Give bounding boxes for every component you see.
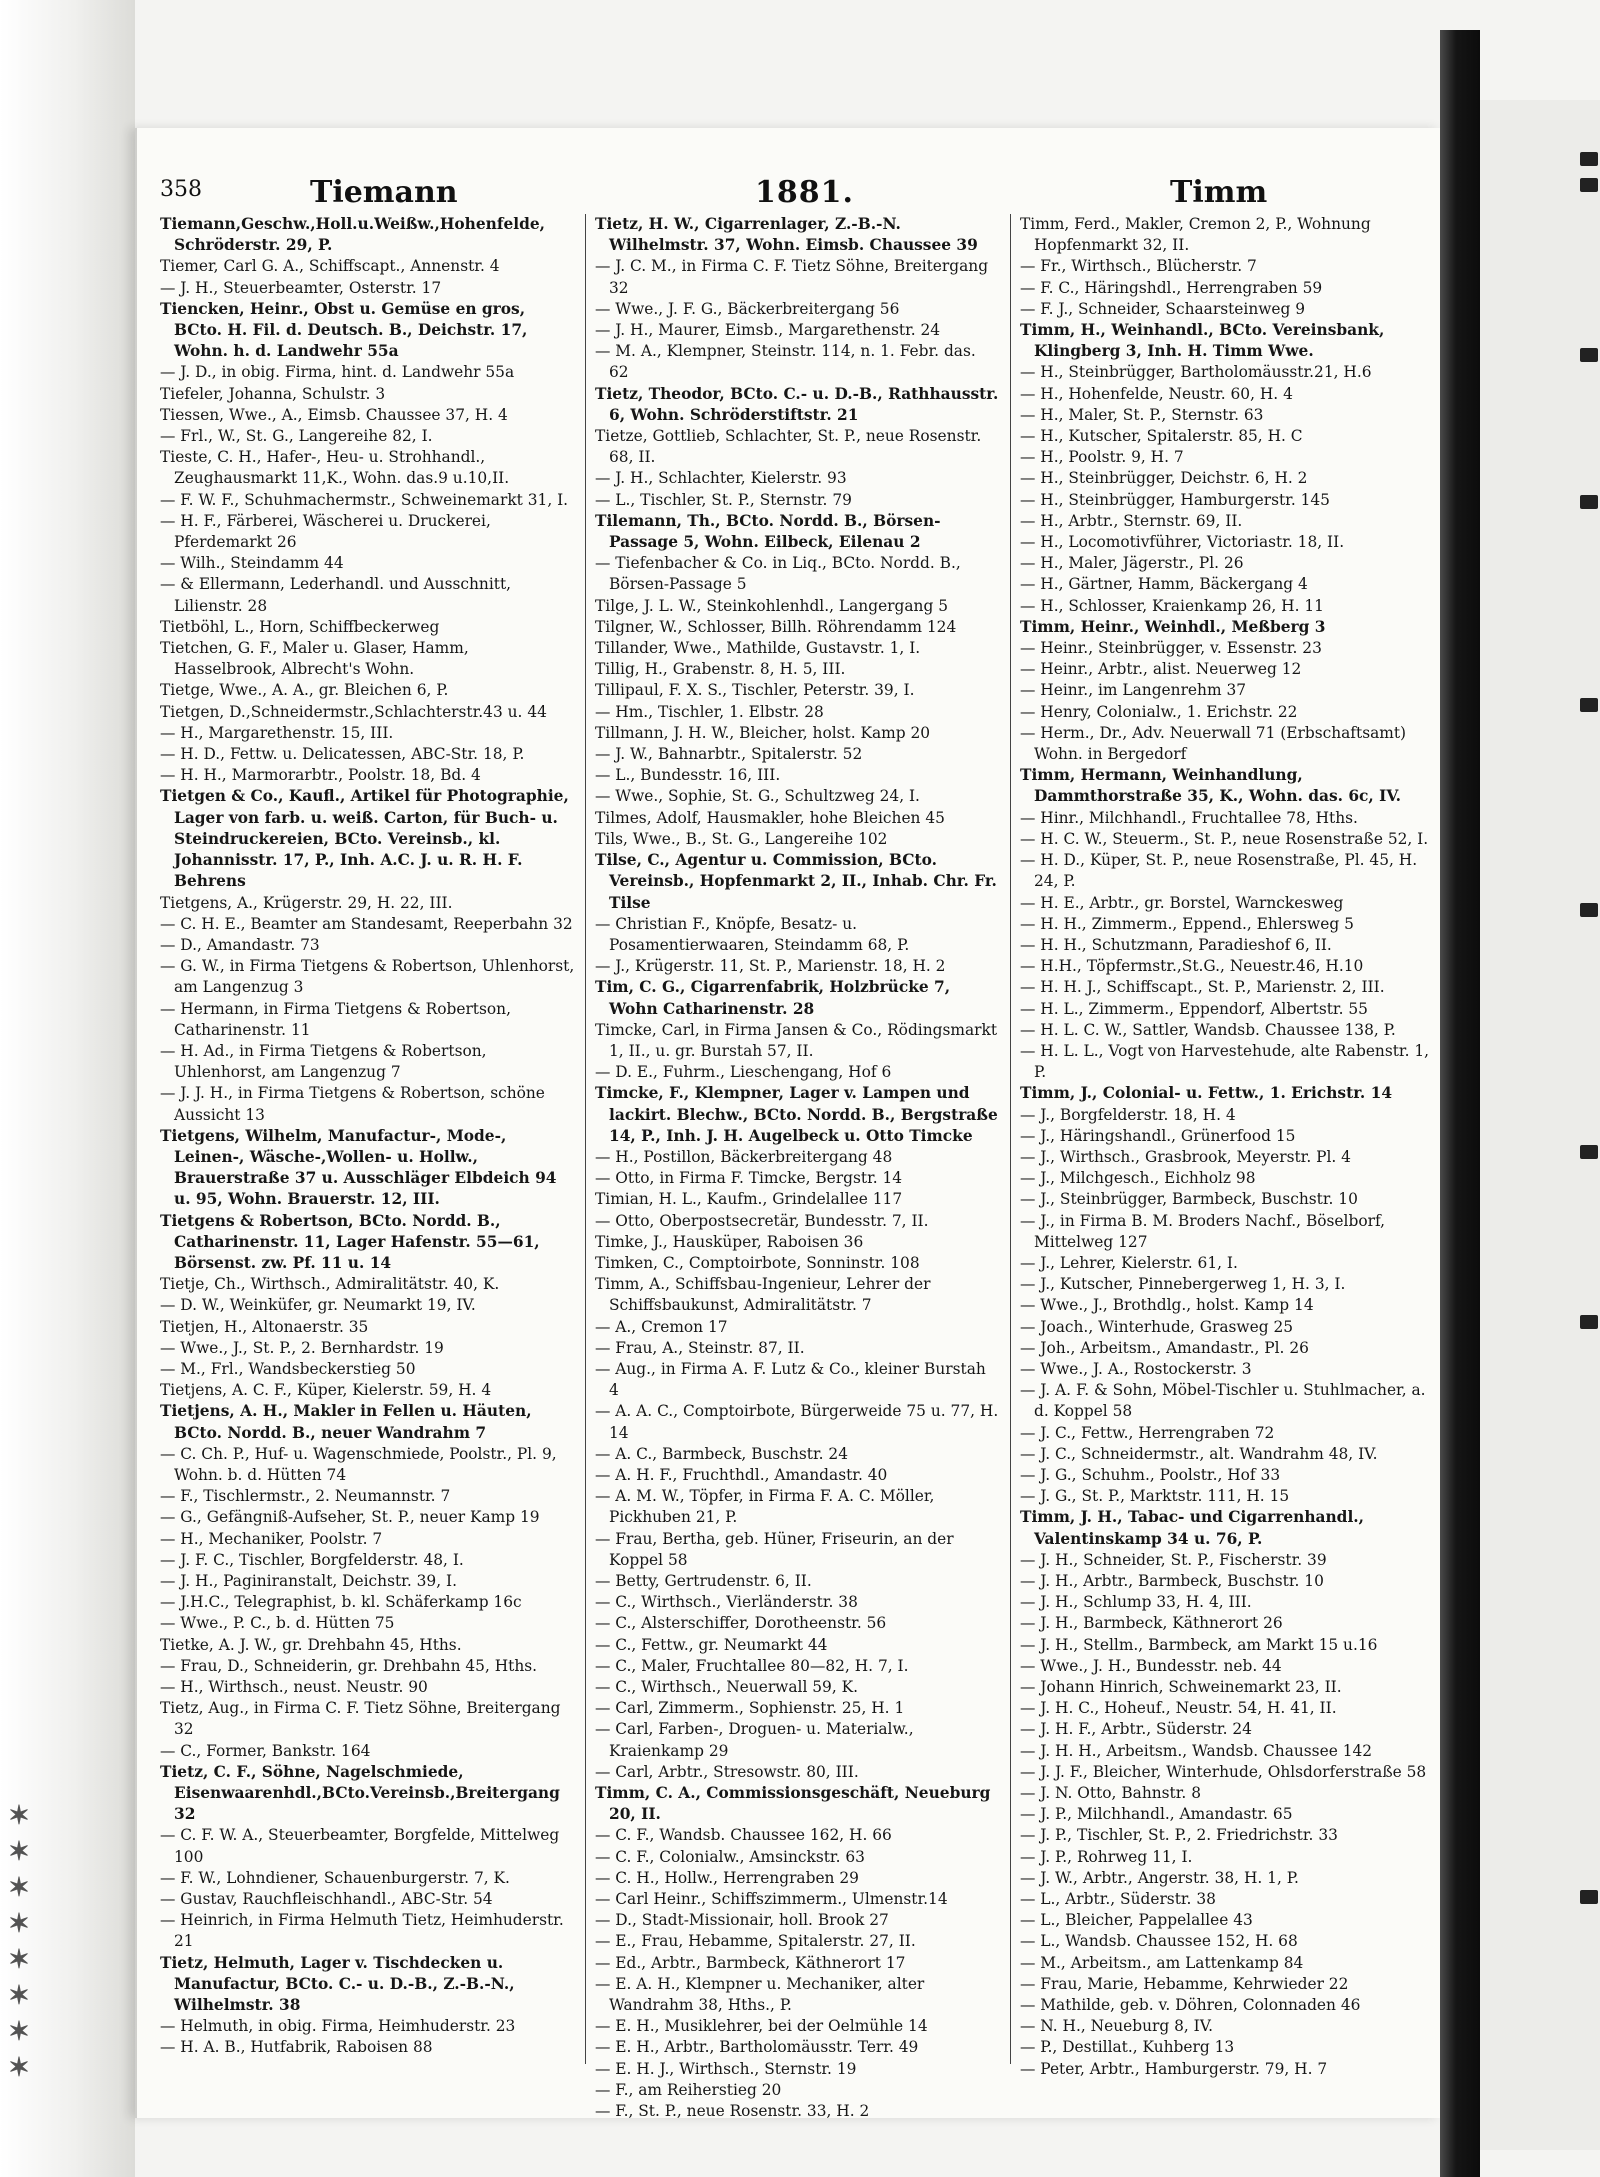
spine-decoration: ✶✶✶✶✶✶✶✶ (4, 1792, 34, 2080)
directory-entry: — Otto, Oberpostsecretär, Bundesstr. 7, II. (595, 1211, 929, 1230)
directory-column-1 (160, 214, 575, 2064)
directory-entry: — J. C., Fettw., Herrengraben 72 (1020, 1423, 1275, 1442)
book-gutter (1440, 30, 1480, 2177)
directory-entry: — H., Steinbrügger, Bartholomäusstr.21, H.6 (1020, 363, 1372, 382)
directory-entry: — E. H., Arbtr., Bartholomäusstr. Terr. 49 (595, 2038, 919, 2057)
directory-entry: — F. J., Schneider, Schaarsteinweg 9 (1020, 299, 1306, 318)
directory-entry: Tiencken, Heinr., Obst u. Gemüse en gros, BCto. H. Fil. d. Deutsch. B., Deichstr. 17, Wohn. h. d. Landwehr 55a (160, 299, 528, 361)
directory-entry: Timm, J. H., Tabac- und Cigarrenhandl., Valentinskamp 34 u. 76, P. (1020, 1508, 1365, 1548)
directory-entry: — Johann Hinrich, Schweinemarkt 23, II. (1020, 1678, 1342, 1697)
left-keyword: Tiemann (310, 175, 458, 210)
facing-page-glyph (1580, 495, 1598, 509)
directory-entry: — H. H. J., Schiffscapt., St. P., Marienstr. 2, III. (1020, 978, 1385, 997)
directory-entry: Tillander, Wwe., Mathilde, Gustavstr. 1, I. (595, 639, 921, 658)
directory-entry: — Wwe., J., St. P., 2. Bernhardstr. 19 (160, 1338, 444, 1357)
directory-entry: — Gustav, Rauchfleischhandl., ABC-Str. 54 (160, 1890, 493, 1909)
directory-entry: — J. D., in obig. Firma, hint. d. Landwehr 55a (160, 363, 515, 382)
directory-entry: — L., Tischler, St. P., Sternstr. 79 (595, 490, 852, 509)
directory-entry: Tiessen, Wwe., A., Eimsb. Chaussee 37, H. 4 (160, 405, 508, 424)
directory-entry: Tieste, C. H., Hafer-, Heu- u. Strohhandl., Zeughausmarkt 11,K., Wohn. das.9 u.10,II. (160, 448, 510, 488)
directory-entry: — Carl Heinr., Schiffszimmerm., Ulmenstr.14 (595, 1890, 948, 1909)
directory-entry: — J., Steinbrügger, Barmbeck, Buschstr. 10 (1020, 1190, 1358, 1209)
next-page-edge (1480, 100, 1600, 2150)
directory-entry: — J. G., Schuhm., Poolstr., Hof 33 (1020, 1465, 1281, 1484)
directory-entry: — A., Cremon 17 (595, 1317, 728, 1336)
directory-entry: — H. F., Färberei, Wäscherei u. Druckerei, Pferdemarkt 26 (160, 511, 491, 552)
directory-entry: — C., Wirthsch., Neuerwall 59, K. (595, 1678, 859, 1697)
directory-entry: Tiefeler, Johanna, Schulstr. 3 (160, 384, 386, 403)
directory-entry: Timian, H. L., Kaufm., Grindelallee 117 (595, 1190, 903, 1209)
directory-entry: Tietgens, Wilhelm, Manufactur-, Mode-, Leinen-, Wäsche-,Wollen- u. Hollw., Brauerstraße 37 u. Ausschläger Elbdeich 94 u. 95, Wohn. Brauerstr. 12, III. (160, 1126, 557, 1209)
column-divider (585, 214, 586, 2064)
facing-page-glyph (1580, 1315, 1598, 1329)
directory-entry: — Wwe., Sophie, St. G., Schultzweg 24, I. (595, 787, 920, 806)
facing-page-glyph (1580, 1145, 1598, 1159)
directory-entry: — Aug., in Firma A. F. Lutz & Co., kleiner Burstah 4 (595, 1359, 986, 1400)
directory-entry: — Frau, D., Schneiderin, gr. Drehbahn 45, Hths. (160, 1656, 538, 1675)
directory-entry: — J., Borgfelderstr. 18, H. 4 (1020, 1105, 1236, 1124)
directory-entry: — Heinr., Steinbrügger, v. Essenstr. 23 (1020, 639, 1322, 658)
directory-entry: — H., Postillon, Bäckerbreitergang 48 (595, 1147, 893, 1166)
directory-entry: — Wwe., J. F. G., Bäckerbreitergang 56 (595, 299, 900, 318)
directory-entry: Tietz, C. F., Söhne, Nagelschmiede, Eisenwaarenhdl.,BCto.Vereinsb.,Breitergang 32 (160, 1762, 560, 1824)
directory-entry: Tietgen, D.,Schneidermstr.,Schlachterstr.43 u. 44 (160, 702, 547, 721)
directory-entry: — A. A. C., Comptoirbote, Bürgerweide 75 u. 77, H. 14 (595, 1402, 999, 1442)
directory-entry: — Frau, Bertha, geb. Hüner, Friseurin, an der Koppel 58 (595, 1529, 954, 1569)
directory-entry: Tietge, Wwe., A. A., gr. Bleichen 6, P. (160, 681, 449, 700)
directory-entry: — H., Hohenfelde, Neustr. 60, H. 4 (1020, 384, 1293, 403)
directory-entry: Tilmes, Adolf, Hausmakler, hohe Bleichen 45 (595, 808, 945, 827)
directory-entry: Timm, A., Schiffsbau-Ingenieur, Lehrer der Schiffsbaukunst, Admiralitätstr. 7 (595, 1275, 931, 1315)
directory-entry: — H. D., Küper, St. P., neue Rosenstraße, Pl. 45, H. 24, P. (1020, 851, 1418, 891)
directory-entry: — J. P., Tischler, St. P., 2. Friedrichstr. 33 (1020, 1826, 1338, 1845)
directory-entry: Timm, C. A., Commissionsgeschäft, Neueburg 20, II. (595, 1784, 991, 1824)
facing-page-glyph (1580, 1890, 1598, 1904)
directory-entry: — Carl, Zimmerm., Sophienstr. 25, H. 1 (595, 1699, 905, 1718)
directory-entry: — H., Maler, Jägerstr., Pl. 26 (1020, 554, 1244, 573)
directory-entry: Tietje, Ch., Wirthsch., Admiralitätstr. 40, K. (160, 1275, 500, 1294)
directory-entry: — C., Maler, Fruchtallee 80—82, H. 7, I. (595, 1656, 909, 1675)
directory-entry: Tilemann, Th., BCto. Nordd. B., Börsen-Passage 5, Wohn. Eilbeck, Eilenau 2 (595, 511, 941, 552)
directory-entry: — N. H., Neueburg 8, IV. (1020, 2017, 1214, 2036)
directory-entry: — J., Lehrer, Kielerstr. 61, I. (1020, 1253, 1238, 1272)
directory-entry: — J. J. F., Bleicher, Winterhude, Ohlsdorferstraße 58 (1020, 1762, 1427, 1781)
directory-entry: Timm, Ferd., Makler, Cremon 2, P., Wohnung Hopfenmarkt 32, II. (1020, 215, 1371, 255)
directory-entry: — J., Häringshandl., Grünerfood 15 (1020, 1126, 1296, 1145)
directory-entry: — E. H., Musiklehrer, bei der Oelmühle 14 (595, 2017, 928, 2036)
directory-column-2 (595, 214, 1000, 2121)
directory-entry: — J. H., Barmbeck, Käthnerort 26 (1020, 1614, 1283, 1633)
directory-entry: — H. H., Marmorarbtr., Poolstr. 18, Bd. 4 (160, 766, 481, 785)
directory-entry: — E. H. J., Wirthsch., Sternstr. 19 (595, 2059, 857, 2078)
directory-entry: — J. W., Bahnarbtr., Spitalerstr. 52 (595, 745, 863, 764)
directory-entry: — Betty, Gertrudenstr. 6, II. (595, 1572, 812, 1590)
directory-entry: Tils, Wwe., B., St. G., Langereihe 102 (595, 829, 888, 848)
directory-entry: — G., Gefängniß-Aufseher, St. P., neuer Kamp 19 (160, 1508, 540, 1527)
directory-entry: — H. A. B., Hutfabrik, Raboisen 88 (160, 2038, 433, 2057)
directory-entry: — Joach., Winterhude, Grasweg 25 (1020, 1317, 1294, 1336)
directory-entry: — Joh., Arbeitsm., Amandastr., Pl. 26 (1020, 1338, 1309, 1357)
directory-entry: — D., Stadt-Missionair, holl. Brook 27 (595, 1911, 889, 1930)
page-number: 358 (160, 177, 202, 202)
directory-entry: — Hinr., Milchhandl., Fruchtallee 78, Hths. (1020, 808, 1358, 827)
directory-entry: Tietz, H. W., Cigarrenlager, Z.-B.-N. Wilhelmstr. 37, Wohn. Eimsb. Chaussee 39 (595, 215, 978, 255)
directory-entry: — J. H., Paginiranstalt, Deichstr. 39, I. (160, 1572, 457, 1590)
directory-entry: — J. J. H., in Firma Tietgens & Robertson, schöne Aussicht 13 (160, 1084, 545, 1124)
directory-column-3 (1020, 214, 1430, 2078)
directory-entry: — Mathilde, geb. v. Döhren, Colonnaden 46 (1020, 1996, 1361, 2015)
directory-entry: — Carl, Arbtr., Stresowstr. 80, III. (595, 1762, 859, 1781)
directory-entry: — Heinrich, in Firma Helmuth Tietz, Heimhuderstr. 21 (160, 1911, 564, 1951)
directory-entry: Tietjens, A. H., Makler in Fellen u. Häuten, BCto. Nordd. B., neuer Wandrahm 7 (160, 1402, 532, 1442)
directory-entry: — Heinr., Arbtr., alist. Neuerweg 12 (1020, 660, 1302, 679)
directory-entry: — C., Alsterschiffer, Dorotheenstr. 56 (595, 1614, 887, 1633)
directory-entry: Tietke, A. J. W., gr. Drehbahn 45, Hths. (160, 1635, 462, 1654)
directory-entry: — Wwe., J. H., Bundesstr. neb. 44 (1020, 1656, 1282, 1675)
directory-entry: Timm, J., Colonial- u. Fettw., 1. Erichstr. 14 (1020, 1084, 1393, 1103)
directory-entry: Tietjens, A. C. F., Küper, Kielerstr. 59, H. 4 (160, 1381, 492, 1400)
directory-entry: — Peter, Arbtr., Hamburgerstr. 79, H. 7 (1020, 2059, 1328, 2078)
directory-entry: Tietgen & Co., Kaufl., Artikel für Photographie, Lager von farb. u. weiß. Carton, für Buch- u. Steindruckereien, BCto. Vereinsb., kl. Johannisstr. 17, P., Inh. A.C. J. u. R. H. F. Behrens (160, 787, 569, 891)
directory-entry: — J. H., Arbtr., Barmbeck, Buschstr. 10 (1020, 1572, 1324, 1590)
directory-entry: — J. W., Arbtr., Angerstr. 38, H. 1, P. (1020, 1868, 1299, 1887)
directory-entry: — J. P., Milchhandl., Amandastr. 65 (1020, 1805, 1293, 1824)
directory-entry: — P., Destillat., Kuhberg 13 (1020, 2038, 1235, 2057)
directory-entry: — Frl., W., St. G., Langereihe 82, I. (160, 427, 433, 446)
directory-entry: — H., Poolstr. 9, H. 7 (1020, 448, 1184, 467)
directory-entry: — H., Schlosser, Kraienkamp 26, H. 11 (1020, 596, 1324, 615)
directory-entry: Timcke, Carl, in Firma Jansen & Co., Rödingsmarkt 1, II., u. gr. Burstah 57, II. (595, 1020, 998, 1060)
directory-entry: — J., in Firma B. M. Broders Nachf., Böselborf, Mittelweg 127 (1020, 1211, 1385, 1251)
directory-entry: — Tiefenbacher & Co. in Liq., BCto. Nordd. B., Börsen-Passage 5 (595, 554, 961, 594)
directory-entry: Timm, Hermann, Weinhandlung, Dammthorstraße 35, K., Wohn. das. 6c, IV. (1020, 766, 1401, 806)
directory-entry: — Helmuth, in obig. Firma, Heimhuderstr. 23 (160, 2017, 516, 2036)
directory-entry: Timm, H., Weinhandl., BCto. Vereinsbank, Klingberg 3, Inh. H. Timm Wwe. (1020, 321, 1385, 361)
directory-entry: — J. H., Stellm., Barmbeck, am Markt 15 u.16 (1020, 1635, 1378, 1654)
directory-entry: — J. G., St. P., Marktstr. 111, H. 15 (1020, 1487, 1290, 1506)
directory-entry: — J. N. Otto, Bahnstr. 8 (1020, 1784, 1201, 1803)
directory-entry: — Wwe., J., Brothdlg., holst. Kamp 14 (1020, 1296, 1314, 1315)
directory-entry: — J. H., Schneider, St. P., Fischerstr. 39 (1020, 1550, 1327, 1569)
directory-entry: — E., Frau, Hebamme, Spitalerstr. 27, II. (595, 1932, 916, 1951)
directory-entry: — C. H., Hollw., Herrengraben 29 (595, 1868, 859, 1887)
directory-entry: — H., Gärtner, Hamm, Bäckergang 4 (1020, 575, 1308, 594)
directory-entry: — E. A. H., Klempner u. Mechaniker, alter Wandrahm 38, Hths., P. (595, 1974, 925, 2015)
directory-entry: — H. C. W., Steuerm., St. P., neue Rosenstraße 52, I. (1020, 829, 1429, 848)
directory-entry: — Wilh., Steindamm 44 (160, 554, 344, 573)
directory-entry: — Otto, in Firma F. Timcke, Bergstr. 14 (595, 1169, 903, 1188)
directory-entry: — Heinr., im Langenrehm 37 (1020, 681, 1247, 700)
directory-entry: — Henry, Colonialw., 1. Erichstr. 22 (1020, 702, 1298, 721)
directory-entry: — J. H., Schlachter, Kielerstr. 93 (595, 469, 847, 488)
directory-entry: — J., Krügerstr. 11, St. P., Marienstr. 18, H. 2 (595, 957, 946, 976)
directory-entry: — H. H., Zimmerm., Eppend., Ehlersweg 5 (1020, 914, 1354, 933)
directory-entry: — L., Wandsb. Chaussee 152, H. 68 (1020, 1932, 1298, 1951)
directory-entry: — F. C., Häringshdl., Herrengraben 59 (1020, 278, 1323, 297)
directory-entry: — Herm., Dr., Adv. Neuerwall 71 (Erbschaftsamt) Wohn. in Bergedorf (1020, 723, 1407, 764)
facing-page-glyph (1580, 698, 1598, 712)
directory-entry: — J. H. C., Hoheuf., Neustr. 54, H. 41, II. (1020, 1699, 1337, 1718)
directory-entry: — C. H. E., Beamter am Standesamt, Reeperbahn 32 (160, 914, 573, 933)
directory-entry: — F., Tischlermstr., 2. Neumannstr. 7 (160, 1487, 451, 1506)
directory-entry: — H., Kutscher, Spitalerstr. 85, H. C (1020, 427, 1303, 446)
directory-entry: — H., Steinbrügger, Hamburgerstr. 145 (1020, 490, 1330, 509)
directory-entry: — F., am Reiherstieg 20 (595, 2080, 782, 2099)
directory-entry: Tietjen, H., Altonaerstr. 35 (160, 1317, 369, 1336)
left-binding-edge (0, 0, 135, 2177)
directory-entry: Tiemann,Geschw.,Holl.u.Weißw.,Hohenfelde, Schröderstr. 29, P. (160, 215, 545, 255)
directory-entry: — Hm., Tischler, 1. Elbstr. 28 (595, 702, 824, 721)
year-heading: 1881. (755, 175, 854, 210)
directory-entry: — C., Former, Bankstr. 164 (160, 1741, 371, 1760)
directory-entry: — C. F., Colonialw., Amsinckstr. 63 (595, 1847, 865, 1866)
directory-entry: — H., Mechaniker, Poolstr. 7 (160, 1529, 383, 1548)
directory-entry: — F. W., Lohndiener, Schauenburgerstr. 7, K. (160, 1868, 510, 1887)
directory-entry: — H. L. L., Vogt von Harvestehude, alte Rabenstr. 1, P. (1020, 1041, 1430, 1082)
directory-entry: Tillmann, J. H. W., Bleicher, holst. Kamp 20 (595, 723, 931, 742)
directory-entry: — F. W. F., Schuhmachermstr., Schweinemarkt 31, I. (160, 490, 569, 509)
directory-entry: — C., Wirthsch., Vierländerstr. 38 (595, 1593, 858, 1612)
directory-entry: Timke, J., Hausküper, Raboisen 36 (595, 1232, 864, 1251)
directory-entry: — J. H., Steuerbeamter, Osterstr. 17 (160, 278, 442, 297)
directory-entry: — M. A., Klempner, Steinstr. 114, n. 1. Febr. das. 62 (595, 342, 976, 382)
directory-entry: Tilse, C., Agentur u. Commission, BCto. Vereinsb., Hopfenmarkt 2, II., Inhab. Chr. Fr. Tilse (595, 851, 997, 912)
directory-entry: — J. C., Schneidermstr., alt. Wandrahm 48, IV. (1020, 1444, 1378, 1463)
directory-entry: — J. A. F. & Sohn, Möbel-Tischler u. Stuhlmacher, a. d. Koppel 58 (1020, 1381, 1426, 1421)
directory-entry: — A. M. W., Töpfer, in Firma F. A. C. Möller, Pickhuben 21, P. (595, 1487, 935, 1527)
directory-entry: — H. L. C. W., Sattler, Wandsb. Chaussee 138, P. (1020, 1020, 1396, 1039)
directory-entry: Timcke, F., Klempner, Lager v. Lampen und lackirt. Blechw., BCto. Nordd. B., Bergstraße 14, P., Inh. J. H. Augelbeck u. Otto Timcke (595, 1084, 998, 1145)
directory-entry: Timm, Heinr., Weinhdl., Meßberg 3 (1020, 617, 1326, 636)
directory-entry: — H. L., Zimmerm., Eppendorf, Albertstr. 55 (1020, 999, 1368, 1018)
directory-entry: Tietgens & Robertson, BCto. Nordd. B., Catharinenstr. 11, Lager Hafenstr. 55—61, Börsenst. zw. Pf. 11 u. 14 (160, 1211, 540, 1272)
directory-entry: — C. Ch. P., Huf- u. Wagenschmiede, Poolstr., Pl. 9, Wohn. b. d. Hütten 74 (160, 1444, 557, 1484)
directory-entry: — Wwe., J. A., Rostockerstr. 3 (1020, 1359, 1252, 1378)
facing-page-glyph (1580, 903, 1598, 917)
directory-entry: — H., Margarethenstr. 15, III. (160, 723, 394, 742)
directory-entry: — A. H. F., Fruchthdl., Amandastr. 40 (595, 1465, 888, 1484)
directory-entry: — J. C. M., in Firma C. F. Tietz Söhne, Breitergang 32 (595, 257, 989, 297)
directory-entry: — & Ellermann, Lederhandl. und Ausschnitt, Lilienstr. 28 (160, 575, 512, 615)
directory-entry: — D. E., Fuhrm., Lieschengang, Hof 6 (595, 1063, 892, 1082)
directory-entry: — J. H. F., Arbtr., Süderstr. 24 (1020, 1720, 1252, 1739)
directory-entry: Tiemer, Carl G. A., Schiffscapt., Annenstr. 4 (160, 257, 500, 276)
directory-entry: — M., Arbeitsm., am Lattenkamp 84 (1020, 1953, 1304, 1972)
directory-entry: — J. H., Maurer, Eimsb., Margarethenstr. 24 (595, 321, 941, 340)
directory-entry: Tilgner, W., Schlosser, Billh. Röhrendamm 124 (595, 617, 957, 636)
directory-entry: — D. W., Weinküfer, gr. Neumarkt 19, IV. (160, 1296, 476, 1315)
directory-entry: — D., Amandastr. 73 (160, 935, 320, 954)
directory-entry: — H. E., Arbtr., gr. Borstel, Warnckesweg (1020, 893, 1344, 912)
directory-entry: — Ed., Arbtr., Barmbeck, Käthnerort 17 (595, 1953, 906, 1972)
facing-page-glyph (1580, 178, 1598, 192)
directory-entry: — Christian F., Knöpfe, Besatz- u. Posamentierwaaren, Steindamm 68, P. (595, 914, 910, 954)
directory-entry: — J. P., Rohrweg 11, I. (1020, 1847, 1193, 1866)
directory-entry: — H., Locomotivführer, Victoriastr. 18, II. (1020, 533, 1345, 552)
directory-entry: — L., Arbtr., Süderstr. 38 (1020, 1890, 1216, 1909)
directory-entry: — C. F., Wandsb. Chaussee 162, H. 66 (595, 1826, 892, 1845)
directory-entry: — H., Wirthsch., neust. Neustr. 90 (160, 1678, 428, 1697)
facing-page-glyph (1580, 348, 1598, 362)
directory-entry: Tietgens, A., Krügerstr. 29, H. 22, III. (160, 893, 453, 912)
directory-entry: — C. F. W. A., Steuerbeamter, Borgfelde, Mittelweg 100 (160, 1826, 560, 1866)
directory-entry: Tillipaul, F. X. S., Tischler, Peterstr. 39, I. (595, 681, 915, 700)
directory-entry: — L., Bundesstr. 16, III. (595, 766, 781, 785)
directory-entry: — Hermann, in Firma Tietgens & Robertson, Catharinenstr. 11 (160, 999, 511, 1039)
directory-entry: — J.H.C., Telegraphist, b. kl. Schäferkamp 16c (160, 1593, 522, 1612)
directory-entry: — J., Kutscher, Pinnebergerweg 1, H. 3, I. (1020, 1275, 1346, 1294)
directory-entry: — H., Arbtr., Sternstr. 69, II. (1020, 511, 1243, 530)
directory-entry: — A. C., Barmbeck, Buschstr. 24 (595, 1444, 848, 1463)
directory-entry: Tillig, H., Grabenstr. 8, H. 5, III. (595, 660, 846, 679)
directory-entry: Tilge, J. L. W., Steinkohlenhdl., Langergang 5 (595, 596, 949, 615)
directory-entry: — J. F. C., Tischler, Borgfelderstr. 48, I. (160, 1550, 464, 1569)
directory-entry: — M., Frl., Wandsbeckerstieg 50 (160, 1359, 416, 1378)
facing-page-glyph (1580, 152, 1598, 166)
column-divider (1010, 214, 1011, 2064)
directory-entry: — Frau, A., Steinstr. 87, II. (595, 1338, 805, 1357)
directory-entry: — L., Bleicher, Pappelallee 43 (1020, 1911, 1253, 1930)
directory-entry: — J. H., Schlump 33, H. 4, III. (1020, 1593, 1252, 1612)
directory-entry: Tietz, Theodor, BCto. C.- u. D.-B., Rathhausstr. 6, Wohn. Schröderstiftstr. 21 (595, 384, 999, 424)
directory-entry: — Carl, Farben-, Droguen- u. Materialw., Kraienkamp 29 (595, 1720, 914, 1760)
directory-entry: Tietz, Helmuth, Lager v. Tischdecken u. Manufactur, BCto. C.- u. D.-B., Z.-B.-N., Wilhelmstr. 38 (160, 1953, 515, 2015)
directory-entry: — G. W., in Firma Tietgens & Robertson, Uhlenhorst, am Langenzug 3 (160, 957, 575, 997)
right-keyword: Timm (1170, 175, 1268, 210)
directory-entry: — H., Maler, St. P., Sternstr. 63 (1020, 405, 1264, 424)
directory-entry: — Fr., Wirthsch., Blücherstr. 7 (1020, 257, 1257, 276)
directory-entry: — H.H., Töpfermstr.,St.G., Neuestr.46, H.10 (1020, 957, 1364, 976)
directory-entry: — C., Fettw., gr. Neumarkt 44 (595, 1635, 828, 1654)
directory-entry: — H. H., Schutzmann, Paradieshof 6, II. (1020, 935, 1332, 954)
directory-entry: — H. Ad., in Firma Tietgens & Robertson, Uhlenhorst, am Langenzug 7 (160, 1041, 487, 1082)
directory-entry: — Frau, Marie, Hebamme, Kehrwieder 22 (1020, 1974, 1349, 1993)
directory-entry: — Wwe., P. C., b. d. Hütten 75 (160, 1614, 395, 1633)
directory-entry: — J. H. H., Arbeitsm., Wandsb. Chaussee 142 (1020, 1741, 1373, 1760)
directory-entry: — H. D., Fettw. u. Delicatessen, ABC-Str. 18, P. (160, 745, 525, 764)
directory-entry: Tim, C. G., Cigarrenfabrik, Holzbrücke 7, Wohn Catharinenstr. 28 (595, 978, 951, 1018)
directory-entry: Tietböhl, L., Horn, Schiffbeckerweg (160, 617, 440, 636)
directory-entry: Tietz, Aug., in Firma C. F. Tietz Söhne, Breitergang 32 (160, 1699, 561, 1739)
directory-entry: Tietchen, G. F., Maler u. Glaser, Hamm, Hasselbrook, Albrecht's Wohn. (160, 639, 469, 679)
directory-entry: Timken, C., Comptoirbote, Sonninstr. 108 (595, 1253, 920, 1272)
directory-entry: Tietze, Gottlieb, Schlachter, St. P., neue Rosenstr. 68, II. (595, 427, 982, 467)
page-header (160, 175, 1430, 215)
directory-entry: — F., St. P., neue Rosenstr. 33, H. 2 (595, 2102, 870, 2121)
directory-entry: — J., Milchgesch., Eichholz 98 (1020, 1169, 1256, 1188)
directory-entry: — J., Wirthsch., Grasbrook, Meyerstr. Pl. 4 (1020, 1147, 1351, 1166)
directory-entry: — H., Steinbrügger, Deichstr. 6, H. 2 (1020, 469, 1308, 488)
